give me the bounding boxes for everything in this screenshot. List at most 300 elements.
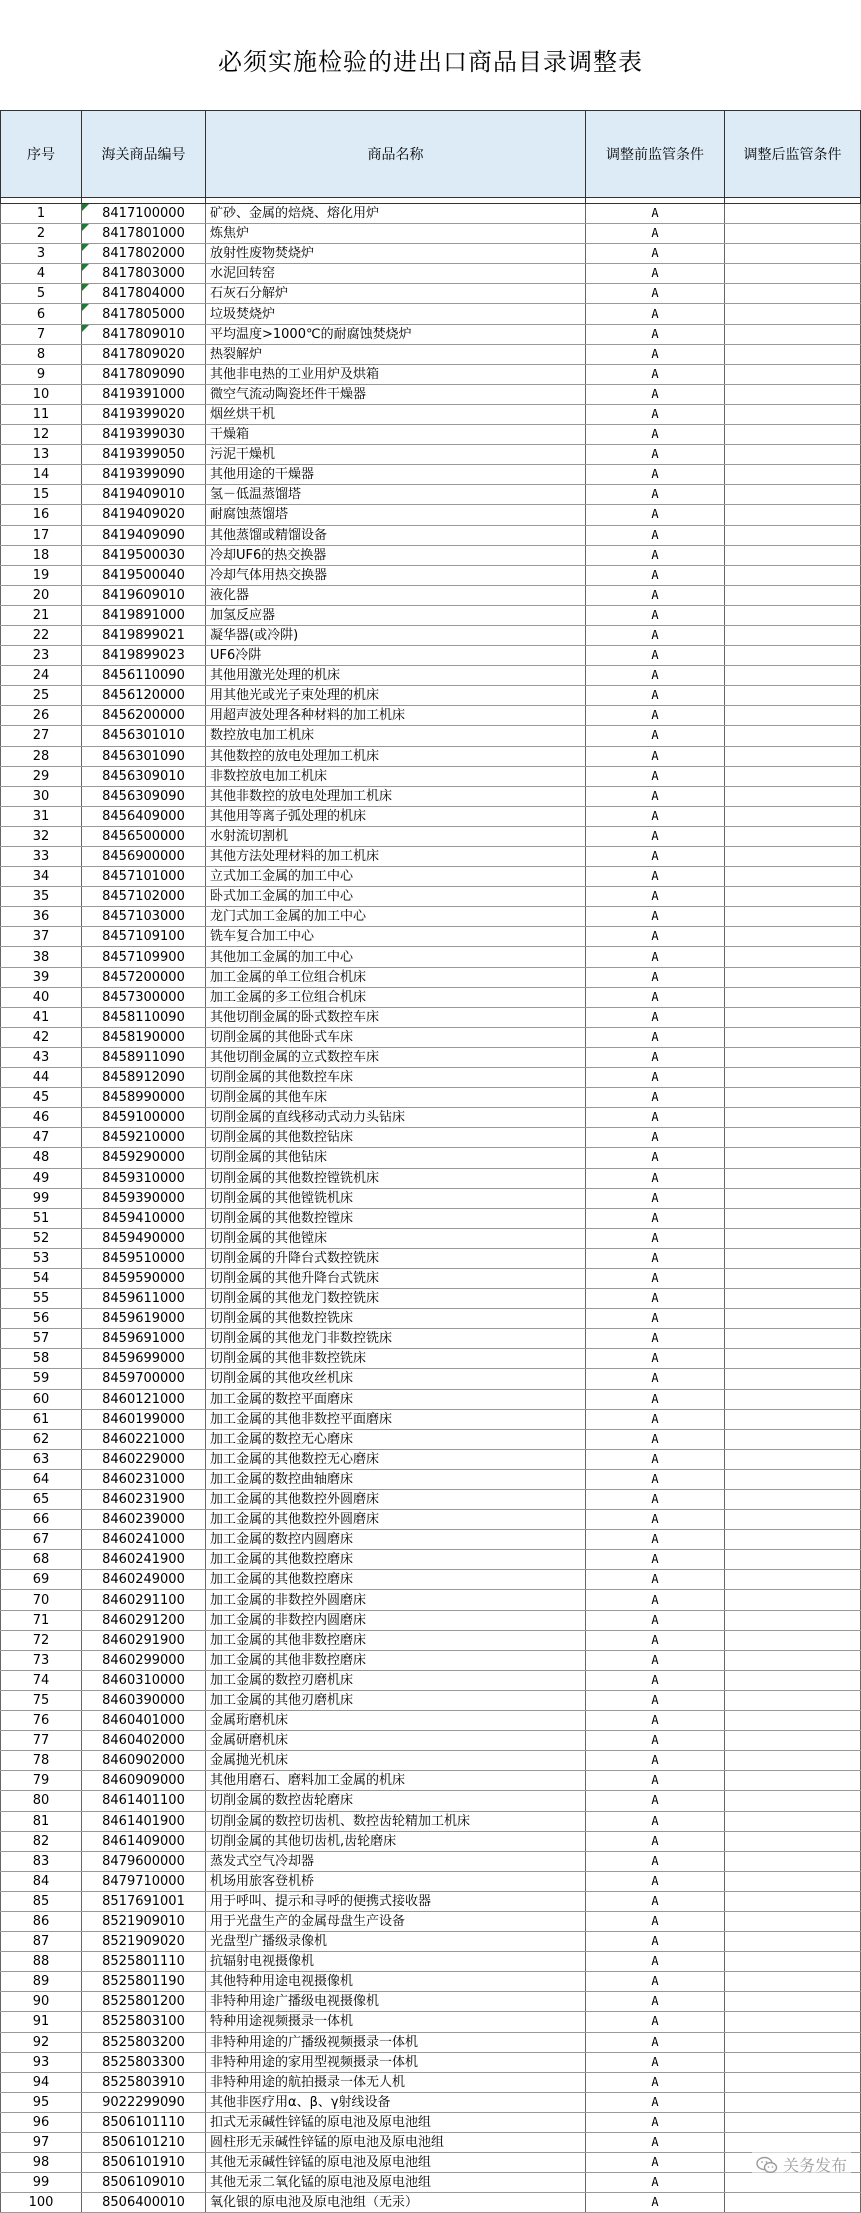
cell-code: 8417809010 (82, 324, 206, 344)
cell-post-condition (725, 1570, 861, 1590)
cell-code: 8459590000 (82, 1268, 206, 1288)
cell-seq: 68 (1, 1550, 82, 1570)
cell-name: 切削金属的其他龙门数控铣床 (206, 1289, 586, 1309)
cell-post-condition (725, 2072, 861, 2092)
cell-seq: 16 (1, 505, 82, 525)
cell-code: 8417804000 (82, 284, 206, 304)
table-row (1, 887, 861, 907)
cell-name: 加工金属的非数控外圆磨床 (206, 1590, 586, 1610)
cell-pre-condition: A (586, 1771, 725, 1791)
cell-post-condition (725, 425, 861, 445)
cell-seq: 65 (1, 1490, 82, 1510)
table-row (1, 1268, 861, 1288)
cell-post-condition (725, 867, 861, 887)
cell-pre-condition: A (586, 686, 725, 706)
table-row (1, 1068, 861, 1088)
cell-seq: 73 (1, 1650, 82, 1670)
cell-pre-condition: A (586, 1630, 725, 1650)
cell-post-condition (725, 1972, 861, 1992)
cell-post-condition (725, 826, 861, 846)
cell-name: 切削金属的其他镗铣机床 (206, 1188, 586, 1208)
cell-name: 圆柱形无汞碱性锌锰的原电池及原电池组 (206, 2133, 586, 2153)
cell-post-condition (725, 766, 861, 786)
cell-name: 切削金属的数控齿轮磨床 (206, 1791, 586, 1811)
cell-pre-condition: A (586, 404, 725, 424)
cell-pre-condition: A (586, 264, 725, 284)
cell-post-condition (725, 1429, 861, 1449)
cell-seq: 39 (1, 967, 82, 987)
cell-seq: 90 (1, 1992, 82, 2012)
table-row (1, 1047, 861, 1067)
cell-post-condition (725, 204, 861, 224)
cell-name: UF6冷阱 (206, 646, 586, 666)
cell-name: 放射性废物焚烧炉 (206, 244, 586, 264)
cell-seq: 55 (1, 1289, 82, 1309)
cell-name: 立式加工金属的加工中心 (206, 867, 586, 887)
cell-seq: 43 (1, 1047, 82, 1067)
cell-post-condition (725, 1389, 861, 1409)
cell-name: 氢－低温蒸馏塔 (206, 485, 586, 505)
cell-post-condition (725, 1731, 861, 1751)
cell-post-condition (725, 1409, 861, 1429)
cell-seq: 28 (1, 746, 82, 766)
cell-code: 8457109900 (82, 947, 206, 967)
wechat-icon (756, 2156, 778, 2174)
cell-post-condition (725, 1610, 861, 1630)
cell-seq: 52 (1, 1228, 82, 1248)
cell-seq: 49 (1, 1168, 82, 1188)
table-row (1, 264, 861, 284)
cell-seq: 32 (1, 826, 82, 846)
cell-post-condition (725, 1992, 861, 2012)
table-row (1, 1188, 861, 1208)
cell-name: 其他非医疗用α、β、γ射线设备 (206, 2092, 586, 2112)
cell-name: 用其他光或光子束处理的机床 (206, 686, 586, 706)
table-row (1, 1007, 861, 1027)
cell-code: 8457109100 (82, 927, 206, 947)
cell-name: 水射流切割机 (206, 826, 586, 846)
cell-pre-condition: A (586, 967, 725, 987)
cell-post-condition (725, 1550, 861, 1570)
cell-name: 炼焦炉 (206, 224, 586, 244)
cell-seq: 88 (1, 1952, 82, 1972)
cell-post-condition (725, 2032, 861, 2052)
cell-post-condition (725, 887, 861, 907)
header-row (1, 111, 861, 198)
cell-seq: 19 (1, 565, 82, 585)
cell-name: 石灰石分解炉 (206, 284, 586, 304)
cell-post-condition (725, 1128, 861, 1148)
cell-pre-condition: A (586, 485, 725, 505)
table-row (1, 525, 861, 545)
cell-post-condition (725, 987, 861, 1007)
cell-seq: 99 (1, 2173, 82, 2193)
cell-pre-condition: A (586, 2173, 725, 2193)
cell-post-condition (725, 1932, 861, 1952)
cell-seq: 91 (1, 2012, 82, 2032)
table-row (1, 1148, 861, 1168)
table-row (1, 344, 861, 364)
cell-pre-condition: A (586, 1952, 725, 1972)
cell-name: 加工金属的非数控内圆磨床 (206, 1610, 586, 1630)
cell-code: 8419409020 (82, 505, 206, 525)
cell-pre-condition: A (586, 1490, 725, 1510)
cell-name: 加工金属的数控刃磨机床 (206, 1670, 586, 1690)
cell-code: 8461409000 (82, 1831, 206, 1851)
cell-post-condition (725, 1630, 861, 1650)
cell-pre-condition: A (586, 284, 725, 304)
table-row (1, 987, 861, 1007)
cell-name: 其他方法处理材料的加工机床 (206, 847, 586, 867)
cell-code: 8459290000 (82, 1148, 206, 1168)
cell-seq: 76 (1, 1711, 82, 1731)
header-name: 商品名称 (206, 111, 586, 198)
cell-name: 切削金属的其他龙门非数控铣床 (206, 1329, 586, 1349)
table-row (1, 967, 861, 987)
cell-name: 切削金属的其他非数控铣床 (206, 1349, 586, 1369)
cell-post-condition (725, 786, 861, 806)
table-row (1, 1349, 861, 1369)
cell-seq: 54 (1, 1268, 82, 1288)
cell-code: 8460291200 (82, 1610, 206, 1630)
cell-name: 数控放电加工机床 (206, 726, 586, 746)
cell-post-condition (725, 1329, 861, 1349)
cell-post-condition (725, 324, 861, 344)
table-row (1, 1590, 861, 1610)
table-row (1, 786, 861, 806)
cell-name: 切削金属的其他数控铣床 (206, 1309, 586, 1329)
cell-pre-condition: A (586, 867, 725, 887)
cell-pre-condition: A (586, 726, 725, 746)
table-row (1, 847, 861, 867)
table-row (1, 2072, 861, 2092)
cell-seq: 42 (1, 1027, 82, 1047)
cell-code: 8419399090 (82, 465, 206, 485)
cell-post-condition (725, 1851, 861, 1871)
cell-seq: 78 (1, 1751, 82, 1771)
cell-post-condition (725, 625, 861, 645)
table-row (1, 364, 861, 384)
cell-seq: 85 (1, 1891, 82, 1911)
cell-pre-condition: A (586, 1811, 725, 1831)
cell-code: 8460221000 (82, 1429, 206, 1449)
cell-name: 机场用旅客登机桥 (206, 1871, 586, 1891)
cell-code: 8458911090 (82, 1047, 206, 1067)
cell-name: 切削金属的其他攻丝机床 (206, 1369, 586, 1389)
cell-code: 8506101210 (82, 2133, 206, 2153)
cell-seq: 77 (1, 1731, 82, 1751)
table-row (1, 304, 861, 324)
cell-code: 8459100000 (82, 1108, 206, 1128)
cell-seq: 13 (1, 445, 82, 465)
cell-code: 8419500030 (82, 545, 206, 565)
cell-code: 8525801190 (82, 1972, 206, 1992)
cell-code: 8419899023 (82, 646, 206, 666)
cell-code: 8456900000 (82, 847, 206, 867)
cell-pre-condition: A (586, 1389, 725, 1409)
cell-seq: 87 (1, 1932, 82, 1952)
table-row (1, 1690, 861, 1710)
cell-name: 其他切削金属的立式数控车床 (206, 1047, 586, 1067)
cell-code: 8521909010 (82, 1911, 206, 1931)
cell-code: 8456200000 (82, 706, 206, 726)
cell-seq: 94 (1, 2072, 82, 2092)
table-row (1, 746, 861, 766)
cell-seq: 6 (1, 304, 82, 324)
cell-seq: 58 (1, 1349, 82, 1369)
cell-name: 耐腐蚀蒸馏塔 (206, 505, 586, 525)
table-row (1, 1429, 861, 1449)
cell-code: 8456120000 (82, 686, 206, 706)
table-row (1, 1208, 861, 1228)
cell-post-condition (725, 1952, 861, 1972)
cell-pre-condition: A (586, 1731, 725, 1751)
cell-code: 8459699000 (82, 1349, 206, 1369)
table-row (1, 1731, 861, 1751)
cell-seq: 22 (1, 625, 82, 645)
cell-seq: 18 (1, 545, 82, 565)
cell-seq: 9 (1, 364, 82, 384)
cell-seq: 98 (1, 2153, 82, 2173)
cell-post-condition (725, 545, 861, 565)
cell-name: 切削金属的其他数控钻床 (206, 1128, 586, 1148)
cell-seq: 53 (1, 1248, 82, 1268)
cell-name: 水泥回转窑 (206, 264, 586, 284)
cell-post-condition (725, 1690, 861, 1710)
cell-pre-condition: A (586, 1289, 725, 1309)
cell-post-condition (725, 2193, 861, 2213)
cell-name: 加工金属的其他数控磨床 (206, 1550, 586, 1570)
cell-seq: 96 (1, 2112, 82, 2132)
cell-post-condition (725, 746, 861, 766)
cell-seq: 37 (1, 927, 82, 947)
cell-name: 蒸发式空气冷却器 (206, 1851, 586, 1871)
cell-seq: 80 (1, 1791, 82, 1811)
cell-pre-condition: A (586, 1248, 725, 1268)
cell-code: 8419399030 (82, 425, 206, 445)
cell-code: 8479710000 (82, 1871, 206, 1891)
cell-pre-condition: A (586, 766, 725, 786)
cell-post-condition (725, 1891, 861, 1911)
table-row (1, 625, 861, 645)
table-row (1, 1952, 861, 1972)
cell-code: 8506400010 (82, 2193, 206, 2213)
table-row (1, 2173, 861, 2193)
cell-seq: 75 (1, 1690, 82, 1710)
cell-pre-condition: A (586, 1972, 725, 1992)
table-row (1, 1570, 861, 1590)
cell-seq: 40 (1, 987, 82, 1007)
cell-pre-condition: A (586, 1168, 725, 1188)
cell-seq: 36 (1, 907, 82, 927)
cell-seq: 15 (1, 485, 82, 505)
cell-name: 切削金属的直线移动式动力头钻床 (206, 1108, 586, 1128)
cell-pre-condition: A (586, 465, 725, 485)
cell-name: 非特种用途的航拍摄录一体无人机 (206, 2072, 586, 2092)
cell-code: 8419891000 (82, 605, 206, 625)
cell-name: 切削金属的其他镗床 (206, 1228, 586, 1248)
cell-pre-condition: A (586, 1751, 725, 1771)
cell-pre-condition: A (586, 1188, 725, 1208)
cell-seq: 10 (1, 384, 82, 404)
cell-pre-condition: A (586, 907, 725, 927)
cell-seq: 93 (1, 2052, 82, 2072)
cell-name: 加氢反应器 (206, 605, 586, 625)
cell-post-condition (725, 1811, 861, 1831)
cell-name: 其他数控的放电处理加工机床 (206, 746, 586, 766)
cell-name: 加工金属的单工位组合机床 (206, 967, 586, 987)
cell-pre-condition: A (586, 1128, 725, 1148)
cell-pre-condition: A (586, 1510, 725, 1530)
cell-name: 加工金属的其他数控磨床 (206, 1570, 586, 1590)
cell-name: 扣式无汞碱性锌锰的原电池及原电池组 (206, 2112, 586, 2132)
cell-pre-condition: A (586, 2133, 725, 2153)
header-code: 海关商品编号 (82, 111, 206, 198)
cell-code: 8459510000 (82, 1248, 206, 1268)
table-row (1, 585, 861, 605)
cell-post-condition (725, 1831, 861, 1851)
cell-post-condition (725, 706, 861, 726)
cell-pre-condition: A (586, 847, 725, 867)
header-post: 调整后监管条件 (725, 111, 861, 198)
cell-name: 加工金属的其他刃磨机床 (206, 1690, 586, 1710)
cell-code: 8457101000 (82, 867, 206, 887)
cell-seq: 74 (1, 1670, 82, 1690)
cell-seq: 35 (1, 887, 82, 907)
table-row (1, 565, 861, 585)
cell-pre-condition: A (586, 1831, 725, 1851)
table-row (1, 2092, 861, 2112)
cell-seq: 29 (1, 766, 82, 786)
cell-pre-condition: A (586, 1268, 725, 1288)
cell-seq: 86 (1, 1911, 82, 1931)
cell-seq: 27 (1, 726, 82, 746)
cell-pre-condition: A (586, 1871, 725, 1891)
cell-code: 8460241000 (82, 1530, 206, 1550)
table-row (1, 646, 861, 666)
cell-seq: 51 (1, 1208, 82, 1228)
cell-name: 冷却UF6的热交换器 (206, 545, 586, 565)
table-row (1, 1771, 861, 1791)
cell-pre-condition: A (586, 2112, 725, 2132)
cell-post-condition (725, 364, 861, 384)
cell-name: 矿砂、金属的焙烧、熔化用炉 (206, 204, 586, 224)
cell-seq: 20 (1, 585, 82, 605)
cell-code: 8417803000 (82, 264, 206, 284)
table-row (1, 1329, 861, 1349)
cell-name: 切削金属的升降台式数控铣床 (206, 1248, 586, 1268)
cell-seq: 11 (1, 404, 82, 424)
table-row (1, 766, 861, 786)
table-row (1, 1128, 861, 1148)
cell-pre-condition: A (586, 1932, 725, 1952)
cell-name: 其他非电热的工业用炉及烘箱 (206, 364, 586, 384)
cell-name: 其他无汞碱性锌锰的原电池及原电池组 (206, 2153, 586, 2173)
cell-seq: 56 (1, 1309, 82, 1329)
cell-post-condition (725, 1148, 861, 1168)
cell-seq: 79 (1, 1771, 82, 1791)
table-row (1, 927, 861, 947)
cell-name: 非特种用途广播级电视摄像机 (206, 1992, 586, 2012)
cell-code: 8419391000 (82, 384, 206, 404)
cell-name: 用超声波处理各种材料的加工机床 (206, 706, 586, 726)
cell-code: 8457103000 (82, 907, 206, 927)
cell-code: 8456309010 (82, 766, 206, 786)
table-row (1, 1610, 861, 1630)
cell-name: 非数控放电加工机床 (206, 766, 586, 786)
table-row (1, 1510, 861, 1530)
cell-seq: 46 (1, 1108, 82, 1128)
cell-code: 8460909000 (82, 1771, 206, 1791)
cell-pre-condition: A (586, 324, 725, 344)
cell-name: 加工金属的其他数控无心磨床 (206, 1449, 586, 1469)
cell-pre-condition: A (586, 1449, 725, 1469)
cell-code: 8456301090 (82, 746, 206, 766)
cell-pre-condition: A (586, 706, 725, 726)
cell-name: 加工金属的其他非数控磨床 (206, 1630, 586, 1650)
table-row (1, 867, 861, 887)
table-row (1, 1409, 861, 1429)
cell-name: 切削金属的其他数控镗铣机床 (206, 1168, 586, 1188)
cell-pre-condition: A (586, 2072, 725, 2092)
cell-name: 平均温度>1000℃的耐腐蚀焚烧炉 (206, 324, 586, 344)
cell-name: 加工金属的多工位组合机床 (206, 987, 586, 1007)
cell-name: 微空气流动陶瓷坯件干燥器 (206, 384, 586, 404)
cell-pre-condition: A (586, 1148, 725, 1168)
table-row (1, 1811, 861, 1831)
cell-code: 8460401000 (82, 1711, 206, 1731)
cell-name: 污泥干燥机 (206, 445, 586, 465)
cell-post-condition (725, 2092, 861, 2112)
table-row (1, 706, 861, 726)
cell-pre-condition: A (586, 1670, 725, 1690)
cell-name: 金属珩磨机床 (206, 1711, 586, 1731)
cell-code: 8459691000 (82, 1329, 206, 1349)
cell-pre-condition: A (586, 2032, 725, 2052)
table-row (1, 806, 861, 826)
cell-pre-condition: A (586, 2153, 725, 2173)
cell-post-condition (725, 585, 861, 605)
cell-seq: 1 (1, 204, 82, 224)
cell-pre-condition: A (586, 224, 725, 244)
table-row (1, 1650, 861, 1670)
cell-pre-condition: A (586, 1690, 725, 1710)
cell-post-condition (725, 1449, 861, 1469)
cell-pre-condition: A (586, 1369, 725, 1389)
cell-name: 加工金属的其他非数控平面磨床 (206, 1409, 586, 1429)
cell-name: 加工金属的其他数控外圆磨床 (206, 1510, 586, 1530)
cell-name: 干燥箱 (206, 425, 586, 445)
cell-name: 其他特种用途电视摄像机 (206, 1972, 586, 1992)
table-row (1, 1851, 861, 1871)
cell-seq: 48 (1, 1148, 82, 1168)
title-area (0, 0, 861, 111)
cell-name: 切削金属的其他卧式车床 (206, 1027, 586, 1047)
cell-code: 8458990000 (82, 1088, 206, 1108)
cell-name: 非特种用途的家用型视频摄录一体机 (206, 2052, 586, 2072)
cell-post-condition (725, 1469, 861, 1489)
cell-post-condition (725, 1510, 861, 1530)
table-row (1, 686, 861, 706)
cell-seq: 31 (1, 806, 82, 826)
watermark-text: 关务发布 (782, 2156, 847, 2175)
cell-post-condition (725, 384, 861, 404)
cell-seq: 21 (1, 605, 82, 625)
table-row (1, 1911, 861, 1931)
cell-seq: 61 (1, 1409, 82, 1429)
cell-code: 8460291100 (82, 1590, 206, 1610)
cell-pre-condition: A (586, 1590, 725, 1610)
